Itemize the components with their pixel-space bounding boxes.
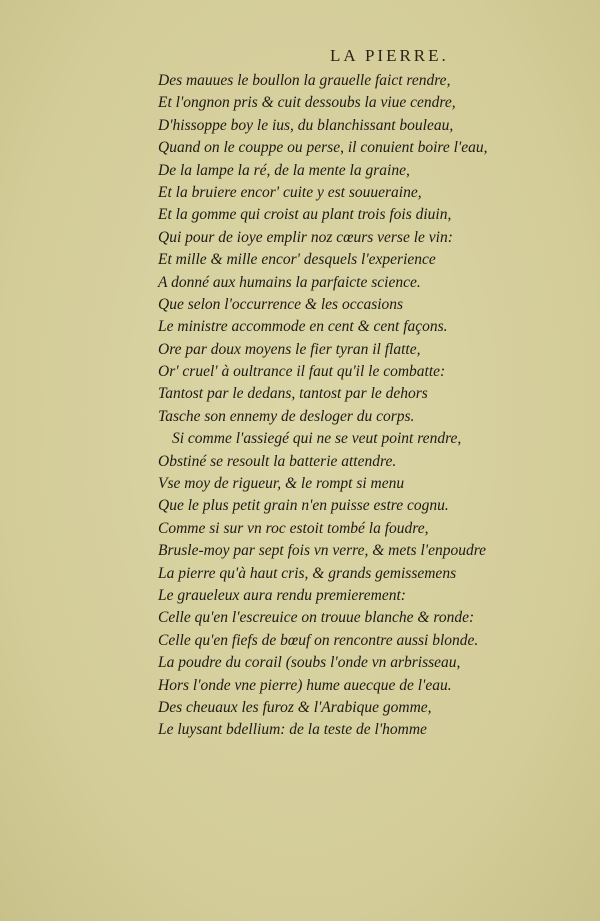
verse-line: Le ministre accommode en cent & cent façons.: [158, 318, 448, 336]
verse-line: Comme si sur vn roc estoit tombé la foudre,: [158, 519, 429, 537]
verse-line: D'hissoppe boy le ius, du blanchissant bouleau,: [158, 116, 454, 134]
verse-line: Or' cruel' à oultrance il faut qu'il le combatte:: [158, 363, 446, 381]
verse-line: De la lampe la ré, de la mente la graine,: [158, 161, 410, 179]
verse-line: Et la bruiere encor' cuite y est souueraine,: [158, 183, 422, 201]
verse-line: Vse moy de rigueur, & le rompt si menu: [158, 475, 405, 493]
verse-line: Des mauues le boullon la grauelle faict rendre,: [158, 72, 451, 89]
verse-line: Que le plus petit grain n'en puisse estre cognu.: [158, 497, 449, 515]
verse-line: Et mille & mille encor' desquels l'experience: [158, 251, 436, 269]
verse-line: Hors l'onde vne pierre) hume auecque de l'eau.: [158, 676, 452, 694]
verse-line: Celle qu'en l'escreuice on trouue blanche & ronde:: [158, 609, 475, 627]
verse-block: [158, 70, 578, 742]
verse-line: Brusle-moy par sept fois vn verre, & mets l'enpoudre: [158, 542, 487, 560]
verse-line: A donné aux humains la parfaicte science.: [158, 273, 421, 291]
verse-line: Des cheuaux les furoz & l'Arabique gomme,: [158, 698, 432, 716]
verse-line: La poudre du corail (soubs l'onde vn arbrisseau,: [158, 654, 461, 672]
verse-line: Et la gomme qui croist au plant trois fois diuin,: [158, 206, 452, 224]
verse-line: Tasche son ennemy de desloger du corps.: [158, 407, 415, 425]
verse-line: Si comme l'assiegé qui ne se veut point rendre,: [172, 430, 462, 448]
verse-line: La pierre qu'à haut cris, & grands gemissemens: [158, 564, 457, 582]
verse-line: Celle qu'en fiefs de bœuf on rencontre aussi blonde.: [158, 631, 479, 649]
verse-line: Quand on le couppe ou perse, il conuient boire l'eau,: [158, 139, 488, 157]
verse-line: Le luysant bdellium: de la teste de l'homme: [158, 721, 427, 739]
running-title: LA PIERRE.: [330, 46, 449, 65]
verse-line: Que selon l'occurrence & les occasions: [158, 295, 404, 313]
verse-line: Le graueleux aura rendu premierement:: [158, 586, 406, 604]
verse-line: Et l'ongnon pris & cuit dessoubs la viue cendre,: [158, 94, 456, 112]
verse-line: Qui pour de ioye emplir noz cœurs verse le vin:: [158, 228, 453, 246]
verse-line: Obstiné se resoult la batterie attendre.: [158, 452, 397, 470]
verse-line: Tantost par le dedans, tantost par le dehors: [158, 385, 428, 403]
verse-line: Ore par doux moyens le fier tyran il flatte,: [158, 340, 421, 358]
